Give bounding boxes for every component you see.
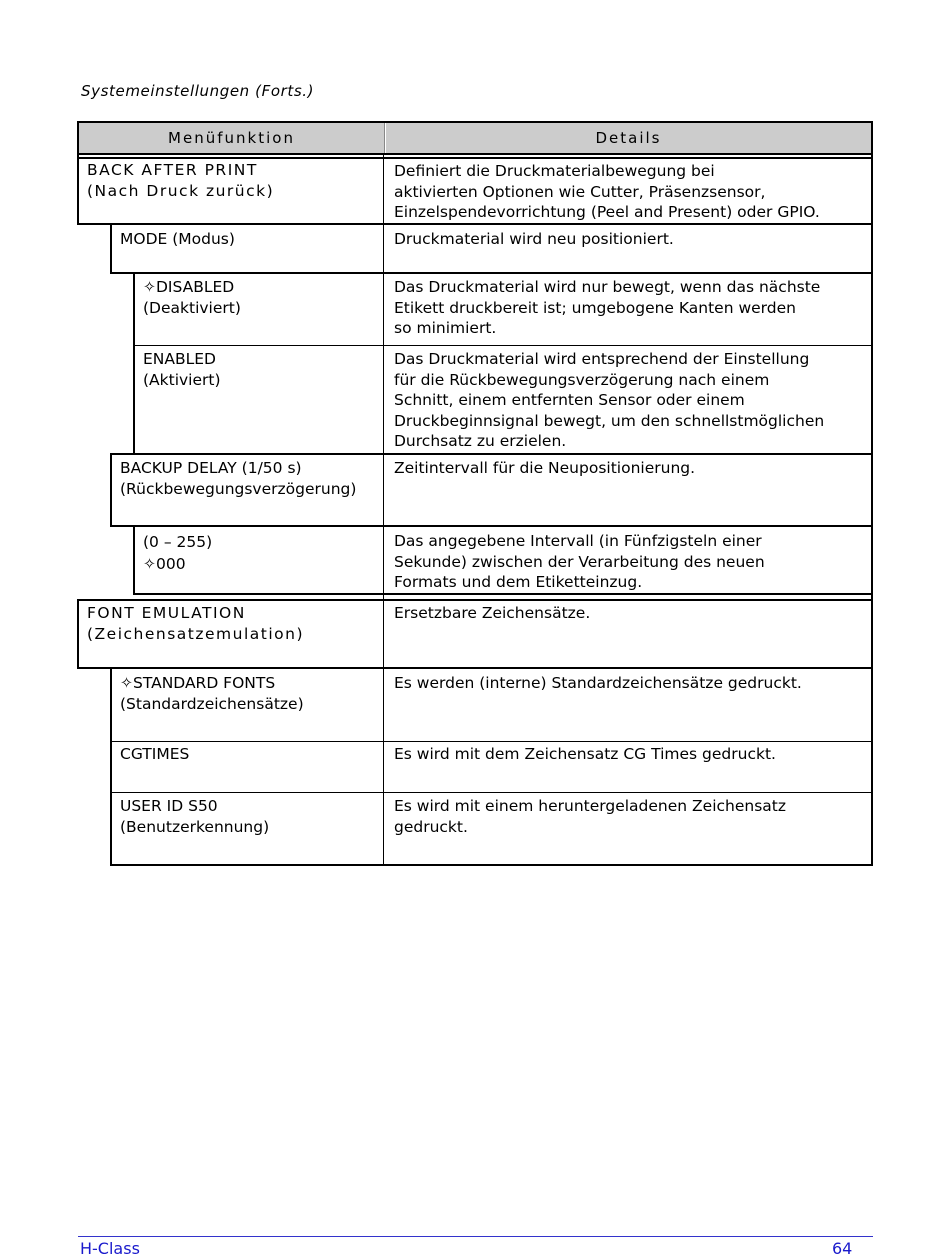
border-row7-bottom [110,741,873,742]
border-left-level2-a [133,272,135,455]
details-disabled: Das Druckmaterial wird nur bewegt, wenn das nächste Etikett druckbereit ist; umgebogene Kanten werden so minimiert. [394,278,821,337]
border-row8-bottom [110,792,873,793]
menu-disabled: ✧DISABLED (Deaktiviert) [143,278,241,317]
menu-enabled: ENABLED (Aktiviert) [143,350,221,389]
details-cgtimes: Es wird mit dem Zeichensatz CG Times gedruckt. [394,745,776,763]
footer-rule [78,1236,873,1237]
border-row0-bottom [77,223,873,225]
border-left-level0-b [77,599,79,669]
border-left-level0-a [77,155,79,225]
border-left-level1-c [110,667,112,866]
table-divider-vertical [383,155,384,866]
border-left-level1-a [110,223,112,274]
details-mode: Druckmaterial wird neu positioniert. [394,230,674,248]
details-back-after-print: Definiert die Druckmaterialbewegung bei aktivierten Optionen wie Cutter, Präsenzsensor, Einzelspendevorrichtung (Peel and Present) oder GPIO. [394,162,820,221]
border-row5-bottom [133,593,873,595]
header-details: Details [595,129,662,147]
menu-backup-delay: BACKUP DELAY (1/50 s) (Rückbewegungsverzögerung) [120,459,357,498]
border-row9-bottom [110,864,873,866]
menu-backup-delay-range: (0 – 255) ✧000 [143,533,213,573]
menu-cgtimes: CGTIMES [120,745,190,763]
border-row4-bottom [110,525,873,527]
details-enabled: Das Druckmaterial wird entsprechend der Einstellung für die Rückbewegungsverzögerung nach einem Schnitt, einem entfernten Sensor oder einem Druckbeginnsignal bewegt, um den schnellstmöglichen Durchsatz zu erzielen. [394,350,825,450]
menu-mode: MODE (Modus) [120,230,235,248]
border-row2-bottom [133,345,873,346]
table-header [77,121,873,155]
details-backup-delay: Zeitintervall für die Neupositionierung. [394,459,696,477]
border-row3-bottom [110,453,873,455]
menu-user-id: USER ID S50 (Benutzerkennung) [120,797,270,836]
section-title: Systemeinstellungen (Forts.) [81,82,315,100]
menu-standard-fonts: ✧STANDARD FONTS (Standardzeichensätze) [120,674,304,713]
details-backup-delay-range: Das angegebene Intervall (in Fünfzigsteln einer Sekunde) zwischen der Verarbeitung des neuen Formats und dem Etiketteinzug. [394,532,765,591]
border-group2-top [77,599,873,601]
details-user-id: Es wird mit einem heruntergeladenen Zeichensatz gedruckt. [394,797,786,836]
table-border-right [871,155,873,866]
header-menu-function: Menüfunktion [168,129,295,147]
details-standard-fonts: Es werden (interne) Standardzeichensätze gedruckt. [394,674,802,692]
border-row1-bottom [110,272,873,274]
menu-back-after-print: BACK AFTER PRINT (Nach Druck zurück) [87,161,275,200]
footer-product-name: H-Class [80,1239,140,1258]
border-left-level2-b [133,525,135,595]
footer-page-number: 64 [832,1239,853,1258]
border-left-level1-b [110,453,112,527]
border-row6-bottom [77,667,873,669]
details-font-emulation: Ersetzbare Zeichensätze. [394,604,591,622]
menu-font-emulation: FONT EMULATION (Zeichensatzemulation) [87,604,305,643]
